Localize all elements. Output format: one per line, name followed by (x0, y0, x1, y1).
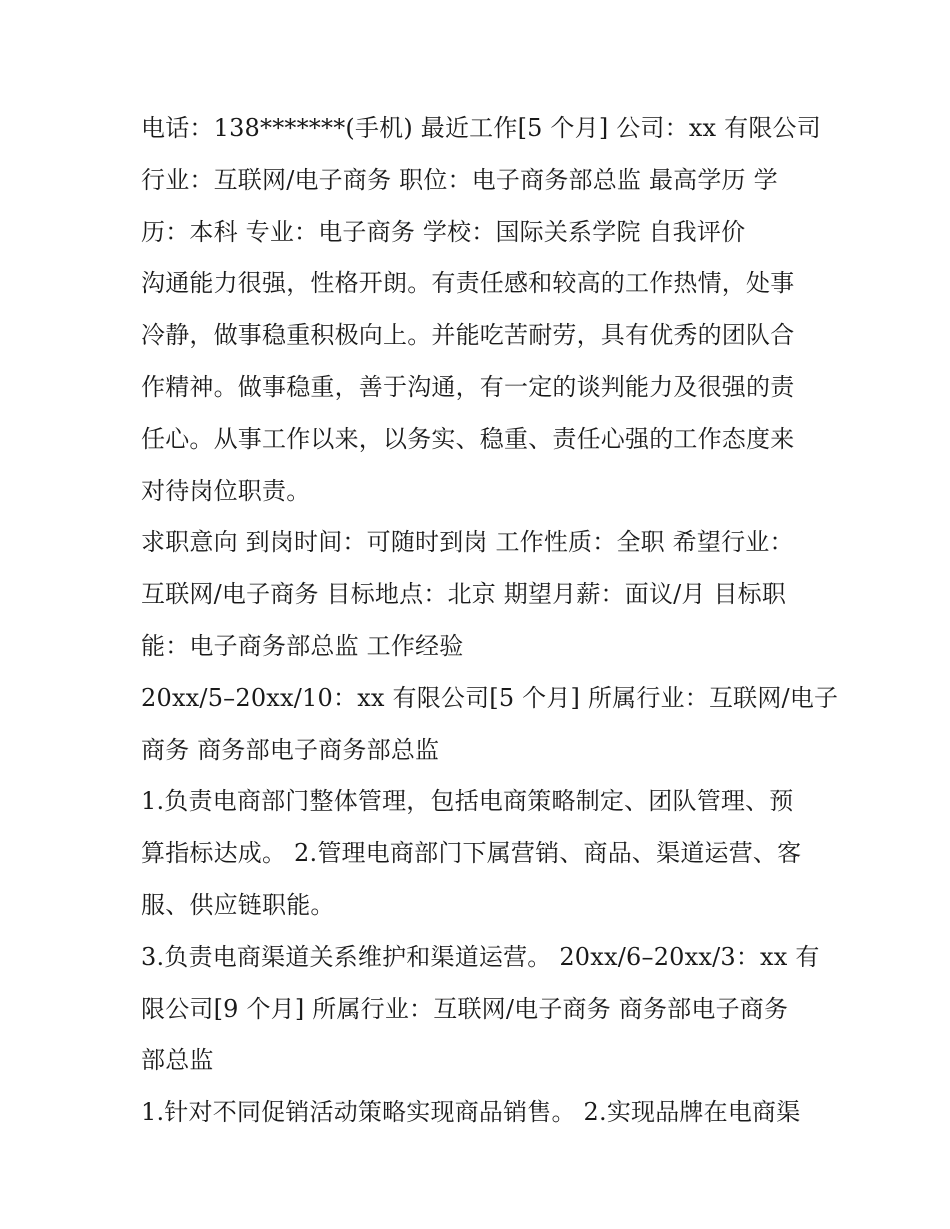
duty-line: 1.负责电商部门整体管理，包括电商策略制定、团队管理、预 (141, 787, 794, 816)
duty-line: 算指标达成。 2.管理电商部门下属营销、商品、渠道运营、客 (141, 839, 802, 868)
contact-line: 电话：138*******(手机) 最近工作[5 个月] 公司：xx 有限公司 (141, 114, 821, 142)
duty-line: 1.针对不同促销活动策略实现商品销售。 2.实现品牌在电商渠 (141, 1098, 801, 1127)
job-intention-line: 求职意向 到岗时间：可随时到岗 工作性质：全职 希望行业： (141, 528, 794, 557)
self-evaluation-line: 冷静，做事稳重积极向上。并能吃苦耐劳，具有优秀的团队合 (141, 321, 795, 350)
duty-line: 服、供应链职能。 (141, 890, 335, 919)
work-experience-line: 商务 商务部电子商务部总监 (141, 735, 440, 764)
work-experience-line: 限公司[9 个月] 所属行业：互联网/电子商务 商务部电子商务 (141, 994, 789, 1023)
work-experience-line: 20xx/5–20xx/10：xx 有限公司[5 个月] 所属行业：互联网/电子 (141, 683, 839, 712)
job-intention-line: 互联网/电子商务 目标地点：北京 期望月薪：面议/月 目标职 (141, 580, 787, 609)
education-line: 历：本科 专业：电子商务 学校：国际关系学院 自我评价 (141, 217, 746, 246)
job-intention-line: 能：电子商务部总监 工作经验 (141, 631, 464, 660)
self-evaluation-line: 作精神。做事稳重，善于沟通，有一定的谈判能力及很强的责 (141, 372, 795, 401)
duty-line: 3.负责电商渠道关系维护和渠道运营。 20xx/6–20xx/3：xx 有 (141, 942, 820, 971)
industry-line: 行业：互联网/电子商务 职位：电子商务部总监 最高学历 学 (141, 165, 778, 194)
self-evaluation-line: 沟通能力很强，性格开朗。有责任感和较高的工作热情，处事 (141, 269, 795, 298)
work-experience-line: 部总监 (141, 1046, 214, 1075)
self-evaluation-line: 任心。从事工作以来，以务实、稳重、责任心强的工作态度来 (141, 424, 795, 453)
resume-page (141, 103, 839, 1139)
self-evaluation-line: 对待岗位职责。 (141, 476, 311, 505)
